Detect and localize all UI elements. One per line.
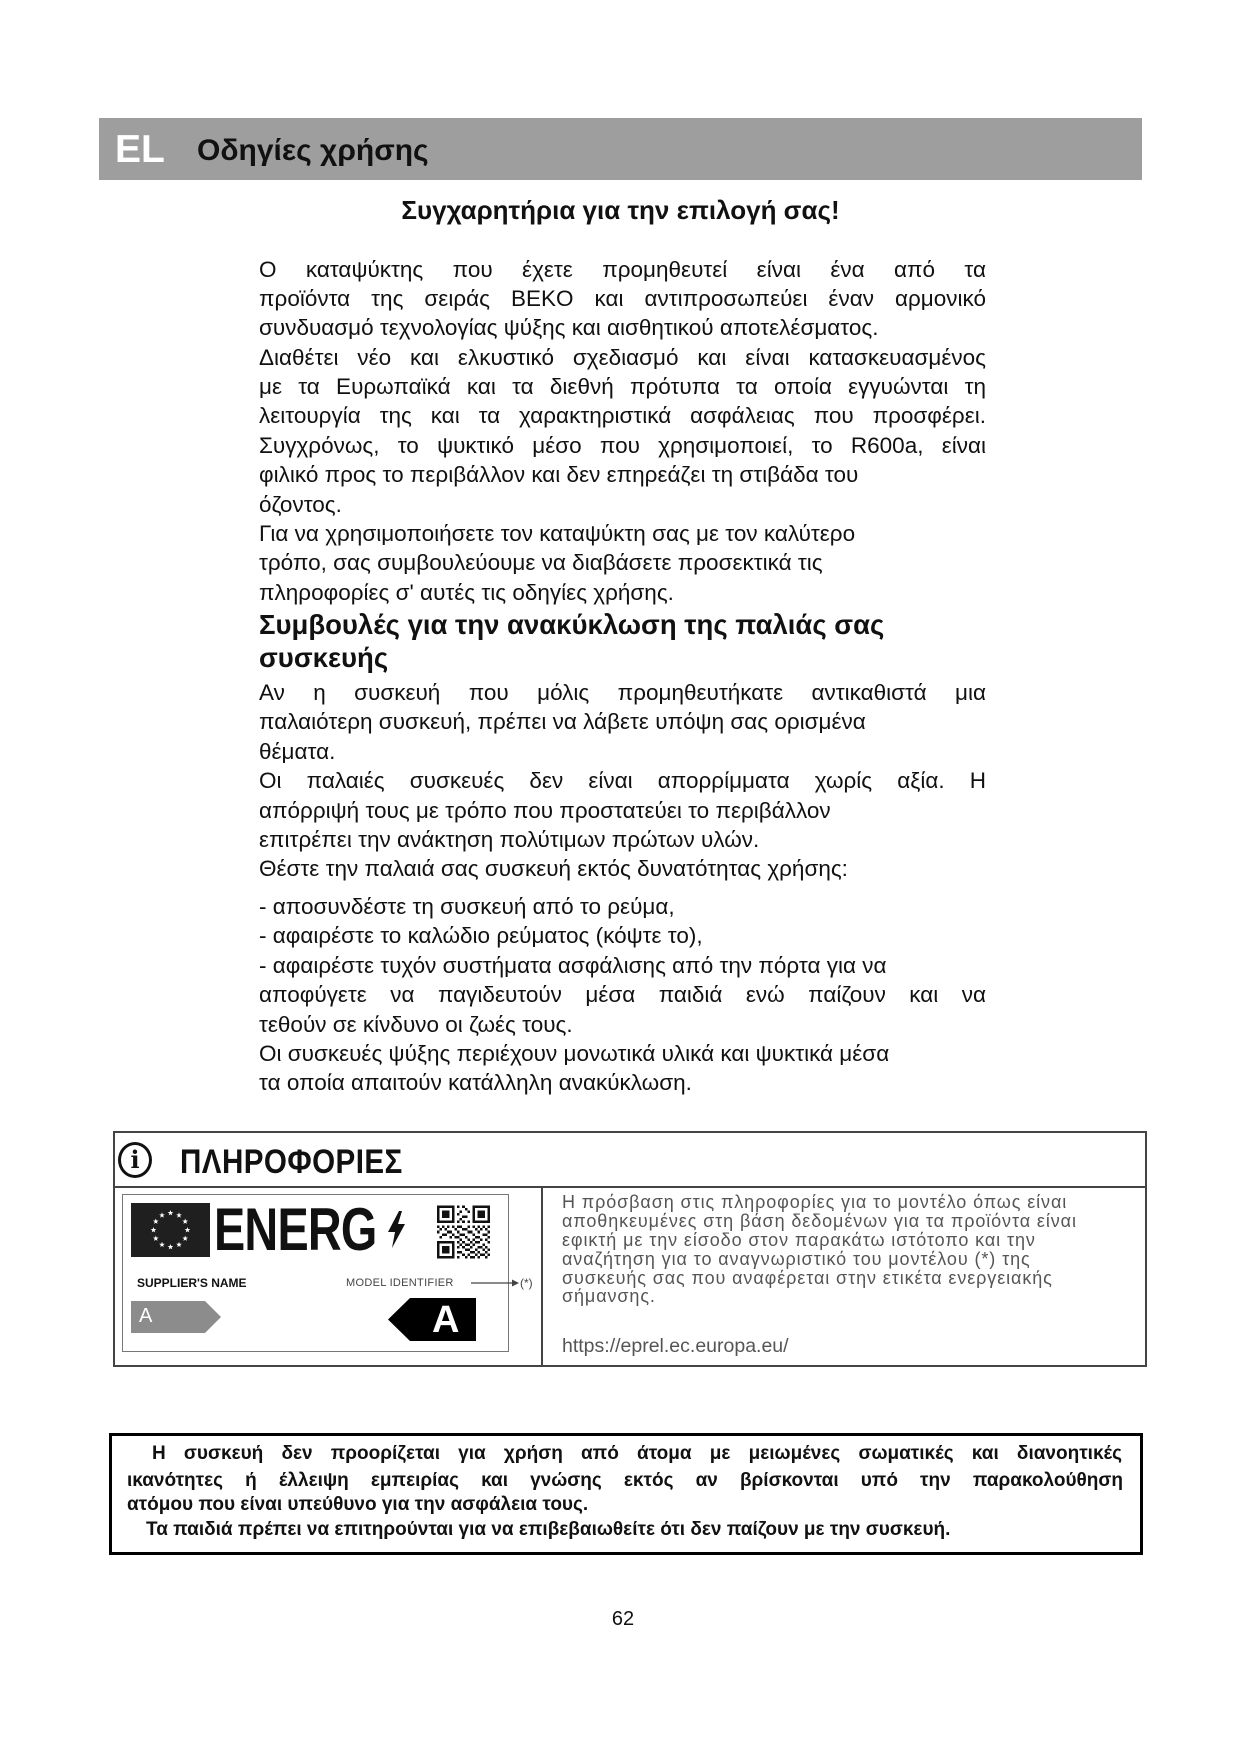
eu-flag-icon — [131, 1203, 210, 1257]
warning-line: Η συσκευή δεν προορίζεται για χρήση από άτομα με μειωμένες σωματικές και διανοητικές — [152, 1443, 1122, 1464]
section-header-bar — [99, 118, 1142, 180]
energy-class-indicator-letter: A — [432, 1299, 460, 1341]
recycling-heading-line: συσκευής — [259, 641, 389, 673]
supplier-name-label: SUPPLIER'S NAME — [137, 1276, 247, 1290]
energy-label-brand: ENERG — [214, 1196, 377, 1263]
recycling-step-line: τεθούν σε κίνδυνο οι ζωές τους. — [259, 1011, 573, 1037]
intro-line: προϊόντα της σειράς BEKO και αντιπροσωπεύει έναν αρμονικό — [259, 285, 986, 311]
information-line: αποθηκευμένες στη βάση δεδομένων για τα προϊόντα είναι — [562, 1210, 1077, 1231]
recycling-paragraph — [259, 678, 986, 884]
information-line: Η πρόσβαση στις πληροφορίες για το μοντέλο όπως είναι — [562, 1192, 1068, 1212]
recycling-step-line: - αποσυνδέστε τη συσκευή από το ρεύμα, — [259, 894, 675, 919]
info-icon: i — [118, 1142, 152, 1178]
information-line: εφικτή με την είσοδο στον παρακάτω ιστότοπο και την — [562, 1229, 1036, 1250]
intro-line: Διαθέτει νέο και ελκυστικό σχεδιασμό και είναι κατασκευασμένος — [259, 344, 986, 370]
lightning-bolt-icon — [387, 1211, 406, 1248]
information-column-divider — [541, 1186, 543, 1365]
recycling-step-line: - αφαιρέστε το καλώδιο ρεύματος (κόψτε το), — [259, 923, 703, 949]
recycling-step-line: τα οποία απαιτούν κατάλληλη ανακύκλωση. — [259, 1070, 692, 1096]
energy-class-scale-letter: A — [139, 1305, 153, 1327]
intro-line: με τα Ευρωπαϊκά και τα διεθνή πρότυπα τα οποία εγγυώνται τη — [259, 374, 986, 400]
recycling-line: επιτρέπει την ανάκτηση πολύτιμων πρώτων υλών. — [259, 826, 760, 852]
intro-line: λειτουργία της και τα χαρακτηριστικά ασφάλειας που προσφέρει. — [259, 403, 986, 429]
arrow-right-icon — [471, 1277, 519, 1289]
warning-line: ικανότητες ή έλλειψη εμπειρίας και γνώσης εκτός αν βρίσκονται υπό την παρακολούθηση — [127, 1470, 1123, 1491]
model-identifier-marker: (*) — [520, 1276, 533, 1290]
information-line: συσκευής σας που αναφέρεται στην ετικέτα ενεργειακής — [562, 1267, 1053, 1288]
information-box — [113, 1131, 1147, 1367]
energy-label — [122, 1194, 509, 1352]
intro-line: όζοντος. — [259, 491, 342, 517]
information-title: ΠΛΗΡΟΦΟΡΙΕΣ — [180, 1143, 403, 1181]
congratulations-title: Συγχαρητήρια για την επιλογή σας! — [401, 195, 840, 225]
recycling-line: Αν η συσκευή που μόλις προμηθευτήκατε αντικαθιστά μια — [259, 680, 986, 705]
intro-line: τρόπο, σας συμβουλεύουμε να διαβάσετε προσεκτικά τις — [259, 550, 823, 576]
language-code: EL — [115, 128, 165, 171]
warning-line: Τα παιδιά πρέπει να επιτηρούνται για να επιβεβαιωθείτε ότι δεν παίζουν με την συσκευή. — [146, 1519, 951, 1540]
information-line: σήμανσης. — [562, 1286, 656, 1307]
model-identifier-label: MODEL IDENTIFIER — [346, 1277, 454, 1289]
intro-line: Ο καταψύκτης που έχετε προμηθευτεί είναι ένα από τα — [259, 256, 986, 282]
intro-paragraph — [259, 255, 986, 608]
recycling-step-line: αποφύγετε να παγιδευτούν μέσα παιδιά ενώ παίζουν και να — [259, 982, 986, 1008]
intro-line: φιλικό προς το περιβάλλον και δεν επηρεάζει τη στιβάδα του — [259, 462, 859, 488]
recycling-line: Οι παλαιές συσκευές δεν είναι απορρίμματα χωρίς αξία. Η — [259, 768, 986, 794]
recycling-line: παλαιότερη συσκευή, πρέπει να λάβετε υπόψη σας ορισμένα — [259, 709, 866, 735]
recycling-heading-line: Συμβουλές για την ανακύκλωση της παλιάς σας — [259, 609, 885, 640]
recycling-step-line: Οι συσκευές ψύξης περιέχουν μονωτικά υλικά και ψυκτικά μέσα — [259, 1040, 890, 1066]
intro-line: πληροφορίες σ' αυτές τις οδηγίες χρήσης. — [259, 579, 674, 605]
eprel-url: https://eprel.ec.europa.eu/ — [562, 1335, 789, 1357]
warning-line: ατόμου που είναι υπεύθυνο για την ασφάλεια τους. — [127, 1494, 589, 1515]
intro-line: συνδυασμό τεχνολογίας ψύξης και αισθητικού αποτελέσματος. — [259, 315, 879, 341]
safety-warning-box — [109, 1433, 1143, 1555]
information-header-divider — [115, 1186, 1145, 1188]
intro-line: Για να χρησιμοποιήσετε τον καταψύκτη σας με τον καλύτερο — [259, 521, 856, 547]
recycling-line: Θέστε την παλαιά σας συσκευή εκτός δυνατότητας χρήσης: — [259, 856, 848, 882]
recycling-line: θέματα. — [259, 738, 336, 764]
section-title: Οδηγίες χρήσης — [197, 134, 429, 167]
recycling-heading — [259, 609, 986, 674]
recycling-step-line: - αφαιρέστε τυχόν συστήματα ασφάλισης από την πόρτα για να — [259, 952, 887, 978]
information-line: αναζήτηση για το αναγνωριστικό του μοντέλου (*) της — [562, 1248, 1031, 1269]
intro-line: Συγχρόνως, το ψυκτικό μέσο που χρησιμοποιεί, το R600a, είναι — [259, 432, 986, 458]
qr-code-icon — [437, 1205, 490, 1259]
information-description — [562, 1193, 1132, 1306]
page-number: 62 — [611, 1608, 635, 1630]
recycling-steps — [259, 892, 986, 1098]
recycling-line: απόρριψή τους με τρόπο που προστατεύει το περιβάλλον — [259, 797, 831, 823]
